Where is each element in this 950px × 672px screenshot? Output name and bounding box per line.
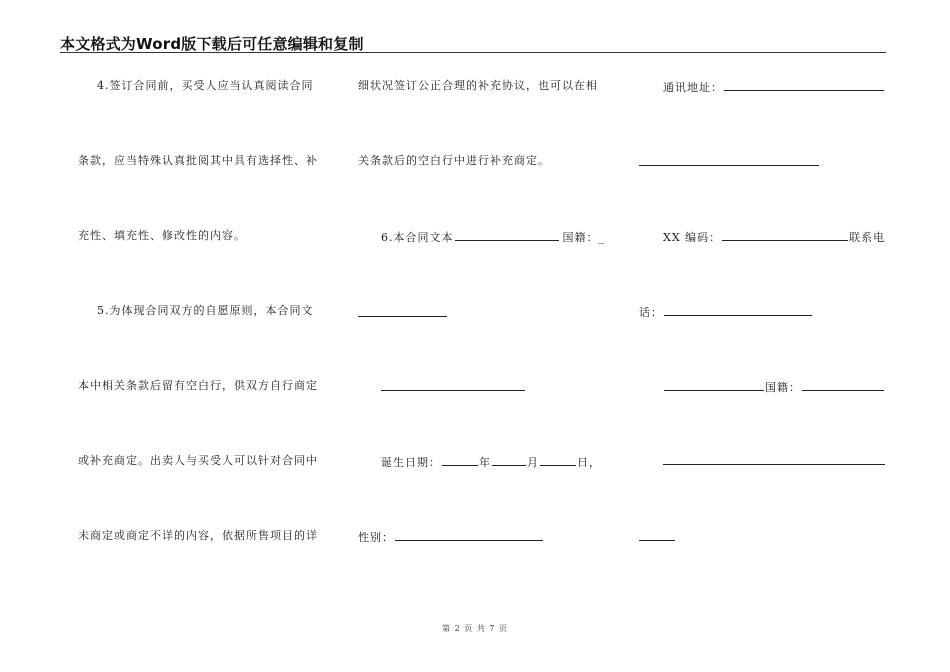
birth-date-line [381, 454, 601, 470]
header-divider [60, 52, 886, 53]
gender-blank[interactable] [395, 529, 543, 541]
address-label: 通讯地址： [663, 81, 723, 94]
postcode-label: XX 编码： [663, 231, 722, 244]
col3-nationality-blank[interactable] [802, 379, 884, 391]
year-label: 年 [479, 456, 491, 469]
day-label: 日， [577, 456, 601, 469]
address-blank-2[interactable] [639, 165, 819, 166]
col1-line-5: 本中相关条款后留有空白行，供双方自行商定 [78, 379, 318, 392]
col1-line-4: 5.为体现合同双方的自愿原则，本合同文 [97, 304, 314, 317]
col1-line-7: 未商定或商定不详的内容，依据所售项目的详 [78, 529, 318, 542]
col2-blank-line[interactable] [381, 390, 525, 391]
col3-pre-nationality-blank[interactable] [664, 379, 764, 391]
col3-blank-line-1[interactable] [663, 464, 885, 465]
col1-line-1: 4.签订合同前，买受人应当认真阅读合同 [97, 79, 314, 92]
address-line [663, 79, 885, 95]
birth-date-label: 诞生日期： [381, 456, 441, 469]
birth-month-blank[interactable] [492, 454, 526, 466]
postcode-blank[interactable] [722, 229, 848, 241]
contract-text-line [381, 229, 605, 245]
col2-line-2: 关条款后的空白行中进行补充商定。 [358, 154, 550, 167]
contract-text-blank[interactable] [455, 229, 559, 241]
phone-label-part2: 话： [639, 306, 663, 319]
col1-line-3: 充性、填充性、修改性的内容。 [78, 229, 246, 242]
col1-line-6: 或补充商定。出卖人与买受人可以针对合同中 [78, 454, 318, 467]
month-label: 月 [527, 456, 539, 469]
nationality-blank[interactable] [358, 316, 447, 317]
col2-line-1: 细状况签订公正合理的补充协议，也可以在相 [358, 79, 598, 92]
nationality-tail: _ [598, 231, 605, 244]
phone-label-part1: 联系电 [849, 231, 886, 244]
address-blank[interactable] [724, 79, 884, 91]
col3-blank-line-2[interactable] [639, 540, 675, 541]
phone-line [639, 304, 813, 320]
page-number: 第 2 页 共 7 页 [442, 624, 508, 633]
col3-nationality-label: 国籍： [765, 381, 801, 394]
document-header-title: 本文格式为Word版下载后可任意编辑和复制 [60, 35, 364, 53]
gender-line [358, 529, 544, 545]
birth-year-blank[interactable] [442, 454, 478, 466]
col1-line-2: 条款，应当特殊认真批阅其中具有选择性、补 [78, 154, 318, 167]
col3-nationality-line [663, 379, 885, 395]
gender-label: 性别： [358, 531, 394, 544]
nationality-label: 国籍： [562, 231, 599, 244]
phone-blank[interactable] [664, 304, 812, 316]
postcode-line [663, 229, 885, 245]
contract-text-label: 6.本合同文本 [381, 231, 454, 244]
birth-day-blank[interactable] [540, 454, 576, 466]
